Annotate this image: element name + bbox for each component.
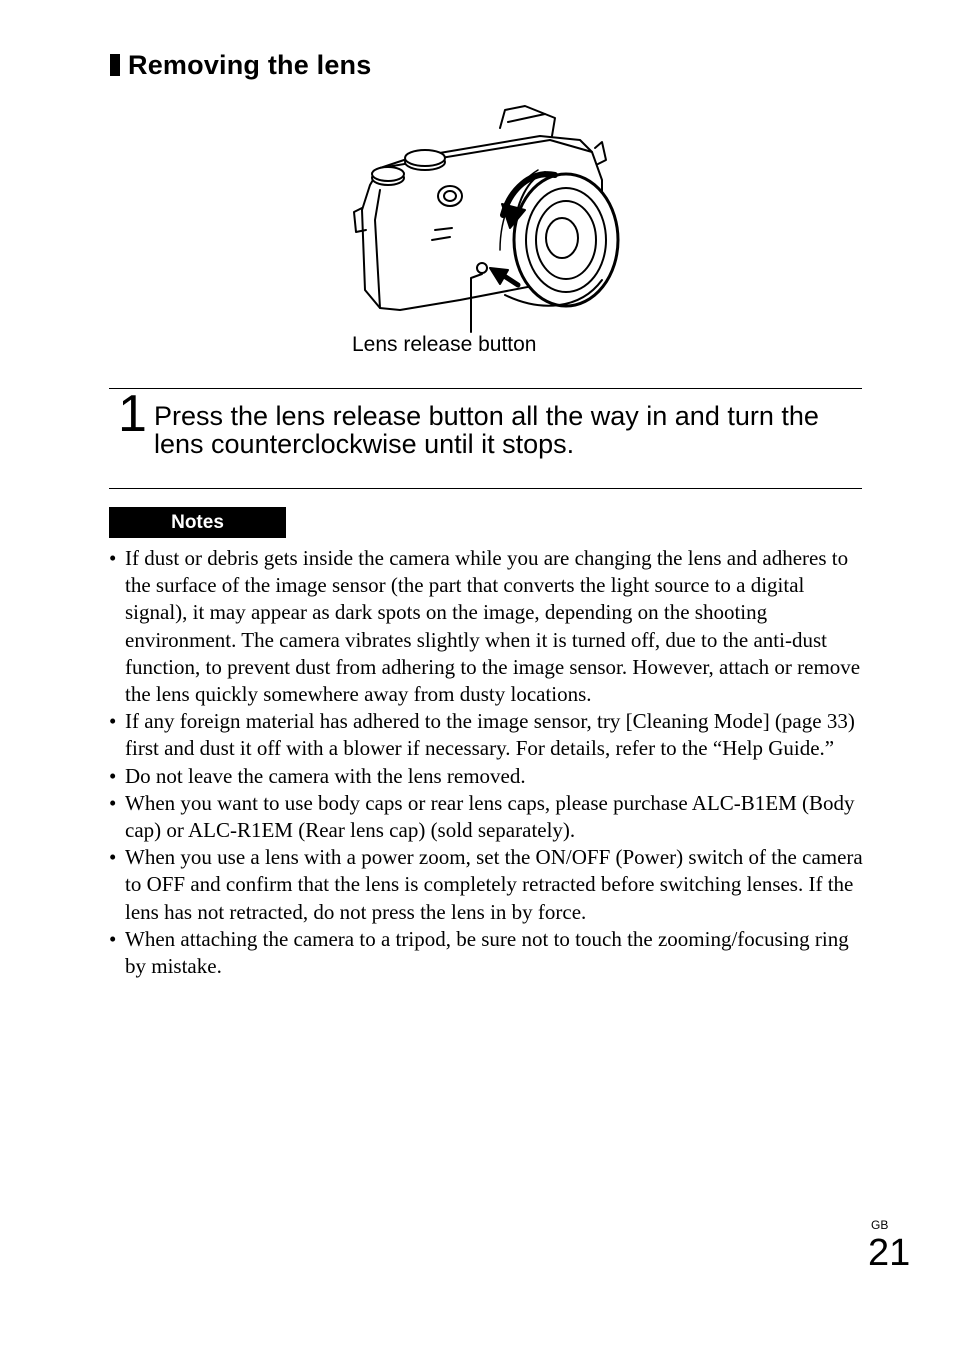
section-heading — [110, 48, 371, 82]
notes-list — [106, 545, 866, 980]
bullet-icon: • — [109, 845, 117, 870]
bullet-icon: • — [109, 763, 117, 788]
figure-caption: Lens release button — [352, 333, 537, 356]
note-text: When attaching the camera to a tripod, be sure not to touch the zooming/focusing ring by mistake. — [125, 926, 849, 979]
note-text: Do not leave the camera with the lens removed. — [125, 763, 526, 788]
list-item — [106, 926, 866, 980]
section-title: Removing the lens — [128, 49, 372, 80]
step-top-rule — [109, 388, 862, 389]
page-number: 21 — [868, 1232, 911, 1274]
list-item — [106, 708, 866, 762]
note-text: When you use a lens with a power zoom, set the ON/OFF (Power) switch of the camera to OFF and confirm that the lens is completely retracted before switching lenses. If the lens has not retracted, do not press the lens in by force. — [125, 845, 863, 924]
note-text: If any foreign material has adhered to the image sensor, try [Cleaning Mode] (page 33) first and dust it off with a blower if necessary. For details, refer to the “Help Guide.” — [125, 709, 855, 761]
section-marker — [110, 54, 120, 76]
bullet-icon: • — [109, 709, 117, 734]
region-code: GB — [871, 1218, 889, 1232]
camera-lens-removal-illustration — [340, 100, 630, 340]
bullet-icon: • — [109, 546, 117, 570]
bullet-icon: • — [109, 926, 117, 951]
notes-label: Notes — [109, 507, 286, 538]
step-instruction: Press the lens release button all the way in and turn the lens counterclockwise until it stops. — [154, 401, 819, 459]
step-number: 1 — [118, 385, 147, 443]
step-bottom-rule — [109, 488, 862, 489]
list-item — [106, 545, 866, 708]
note-text: If dust or debris gets inside the camera while you are changing the lens and adheres to the surface of the image sensor (the part that converts the light source to a digital signal), it may appear as dark spots on the image, depending on the shooting environment. The camera vibrates slightly when it is turned off, due to the anti-dust function, to prevent dust from adhering to the image sensor. However, attach or remove the lens quickly somewhere away from dusty locations. — [125, 546, 861, 707]
list-item — [106, 790, 866, 844]
list-item — [106, 763, 866, 790]
list-item — [106, 844, 866, 926]
bullet-icon: • — [109, 790, 117, 815]
note-text: When you want to use body caps or rear lens caps, please purchase ALC-B1EM (Body cap) or ALC-R1EM (Rear lens cap) (sold separately). — [125, 790, 855, 843]
